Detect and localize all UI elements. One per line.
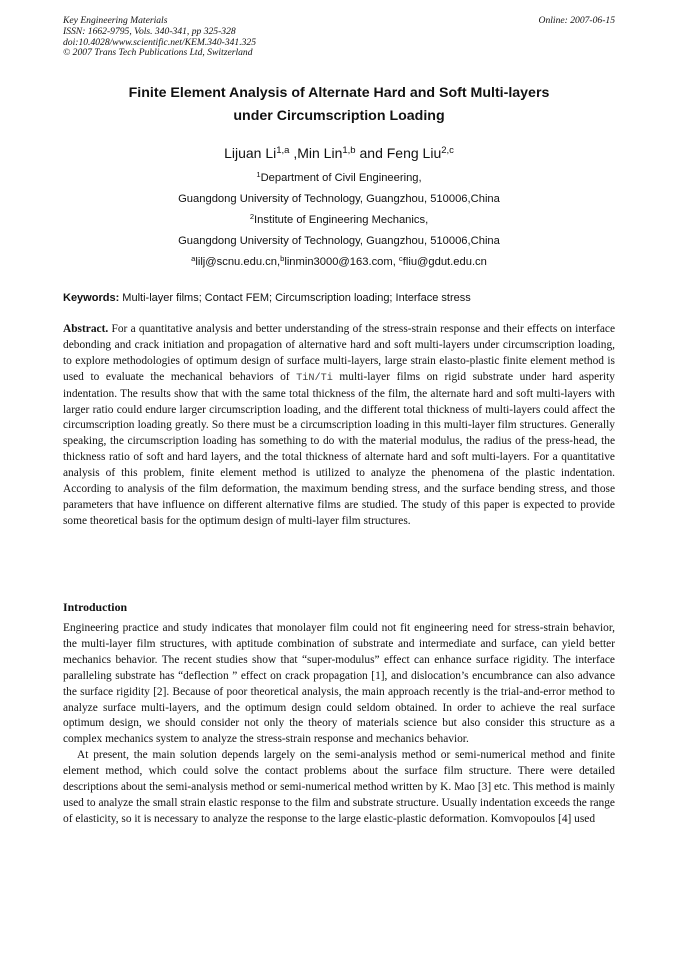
affiliation-2 — [63, 213, 615, 227]
doi-line: doi:10.4028/www.scientific.net/KEM.340-341.325 — [63, 36, 257, 48]
abstract-label: Abstract. — [63, 323, 109, 335]
email-c: fliu@gdut.edu.cn — [402, 256, 487, 268]
journal-name: Key Engineering Materials — [63, 15, 168, 26]
author-list — [63, 143, 615, 163]
affiliation-2-dept: Institute of Engineering Mechanics, — [254, 214, 429, 226]
intro-paragraph-1: Engineering practice and study indicates that monolayer film could not fit engineering need for stress-strain behavior, the multi-layer film structures, with aptitude combination of substrate and intermediate and surface, can yield better mechanics behavior. The recent studies show that “super-modulus” effect can enhance surface rigidity. The interface paralleling substrate has “deflection ” effect on crack propagation [1], and dislocation’s encumbrance can also advance the surface rigidity [2]. Because of poor theoretical analysis, the main approach recently is the trial-and-error method to analyze surface multi-layers, and the optimum design could seldom obtained. In order to achieve the real surface optimum design, we should consider not only the theory of materials science but also consider this structure as a complex mechanics system to analyze the stress-strain response and mechanics behavior. — [63, 622, 615, 746]
email-b: linmin3000@163.com, — [284, 256, 399, 268]
paper-title — [63, 82, 615, 128]
email-a-sup: a — [191, 253, 196, 263]
affiliation-2-sup: 2 — [249, 211, 255, 221]
affiliation-1-dept: Department of Civil Engineering, — [260, 172, 422, 184]
abstract — [63, 322, 615, 530]
title-line-2: under Circumscription Loading — [233, 108, 445, 124]
email-line — [63, 255, 615, 269]
online-date: Online: 2007-06-15 — [538, 15, 615, 26]
abstract-text-2: multi-layer films on rigid substrate under hard asperity indentation. The results show that with the same total thickness of the film, the alternate hard and soft multi-layers with larger ratio could endure larger circumscription loading, and the different total thickness of multi-layers could affect the circumscription loading greatly. So there must be a circumscription loading in this multi-layer film structures. Generally speaking, the circumscription loading has something to do with the material modulus, the radius of the press-head, the thickness ratio of soft and hard layers, and the total thickness of alternate hard and soft multi-layers. For a quantitative analysis of this problem, finite element method is utilized to analyze the phenomena of the plastic indentation. According to analysis of the film deformation, the maximum bending stress, and the surface bending stress, and those parameters that have influence on different alternative films are studied. The study of this paper is expected to provide some theoretical basis for the optimum design of multi-layer film structures. — [63, 370, 615, 527]
intro-paragraph-2: At present, the main solution depends largely on the semi-analysis method or semi-numerical method and finite element method, which could solve the contact problems about the surface film structure. There were detailed descriptions about the semi-analysis method or semi-numerical method written by K. Mao [3] etc. This method is mainly used to analyze the small strain elastic response to the film and substrate structure. Usually indentation exceeds the range of elasticity, so it is necessary to analyze the response to the large elastic-plastic deformation. Komvopoulos [4] used — [63, 749, 615, 825]
abstract-text-1: For a quantitative analysis and better understanding of the stress-strain response and their effects on interface debonding and crack initiation and propagation of alternative hard and soft multi-layers under circumscription loading, to explore methodologies of optimum design of surface multi-layers, large strain elasto-plastic finite element method is used to evaluate the mechanical behaviors of — [63, 323, 615, 383]
author-1-sup: 1,a — [276, 144, 290, 156]
journal-header — [63, 16, 615, 59]
material-name: TiN/Ti — [296, 372, 333, 384]
email-a: lilj@scnu.edu.cn, — [195, 256, 281, 268]
keywords-label: Keywords: — [63, 292, 120, 304]
author-1: Lijuan Li — [224, 145, 277, 161]
section-heading-introduction: Introduction — [63, 600, 128, 614]
keywords — [63, 291, 615, 305]
affiliation-1 — [63, 171, 615, 185]
author-2: ,Min Lin — [289, 145, 343, 161]
keywords-text: Multi-layer films; Contact FEM; Circumscription loading; Interface stress — [119, 292, 471, 304]
email-b-sup: b — [280, 253, 285, 263]
affiliation-1-sup: 1 — [256, 169, 261, 179]
introduction-body — [63, 621, 615, 828]
title-line-1: Finite Element Analysis of Alternate Hard and Soft Multi-layers — [128, 85, 550, 101]
copyright-line: © 2007 Trans Tech Publications Ltd, Switzerland — [63, 47, 253, 59]
issn-line: ISSN: 1662-9795, Vols. 340-341, pp 325-328 — [63, 25, 236, 37]
abstract-paragraph — [63, 322, 615, 530]
author-3: and Feng Liu — [355, 145, 442, 161]
affiliation-1-place: Guangdong University of Technology, Guangzhou, 510006,China — [178, 193, 500, 205]
author-2-sup: 1,b — [342, 144, 356, 156]
email-c-sup: c — [398, 253, 403, 263]
author-3-sup: 2,c — [441, 144, 454, 156]
affiliation-2-place: Guangdong University of Technology, Guangzhou, 510006,China — [178, 235, 500, 247]
